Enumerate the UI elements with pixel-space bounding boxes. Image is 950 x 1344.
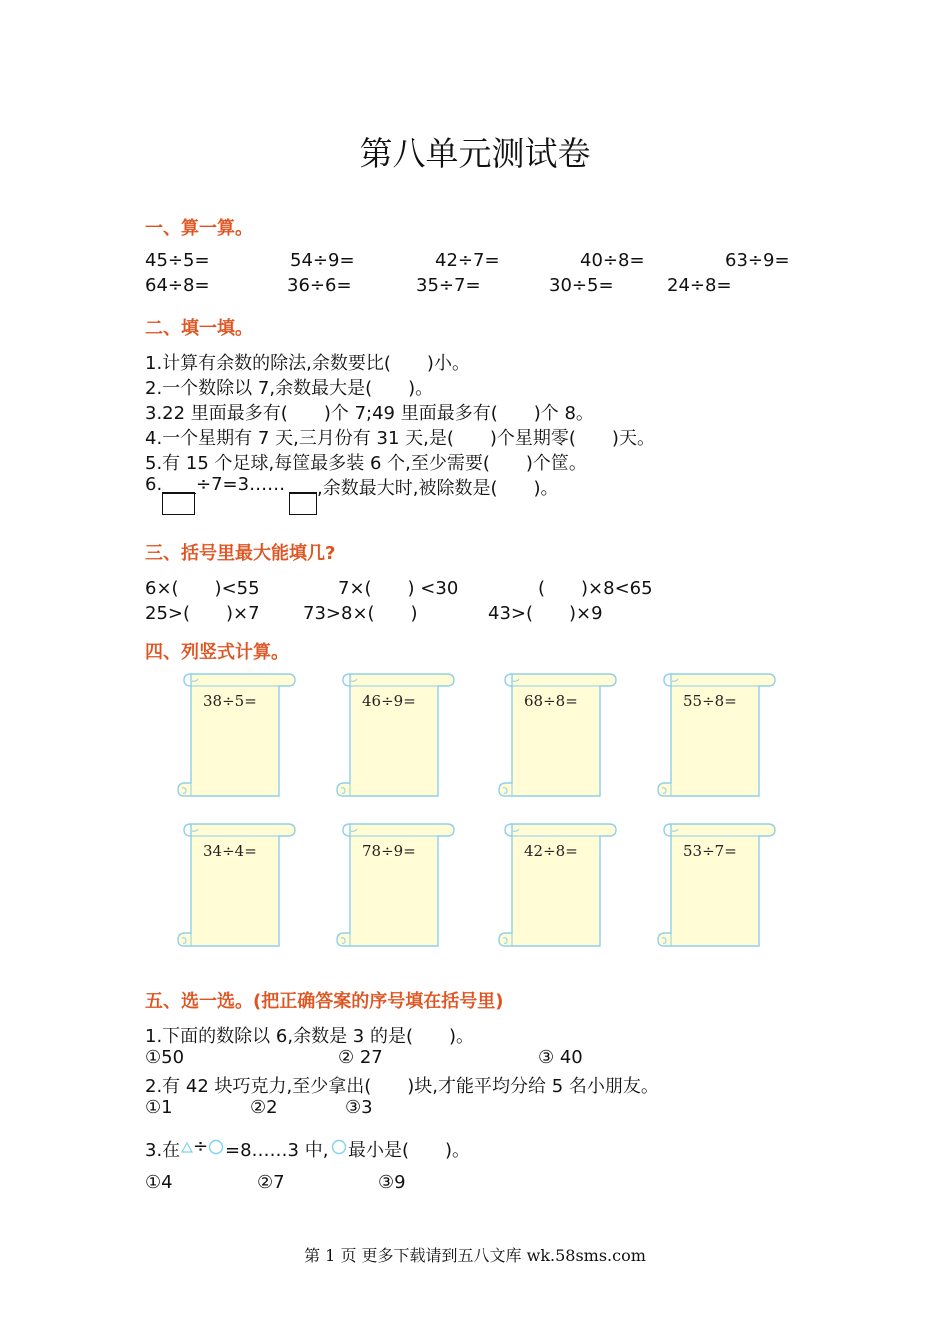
circle-icon: [208, 1139, 224, 1155]
fill-question-6-tail: ,余数最大时,被除数是( )。: [317, 478, 559, 499]
calc-item: 24÷8=: [667, 275, 732, 296]
inequality-item: 7×( ) <30: [338, 578, 459, 599]
inequality-item: 25>( )×7: [145, 603, 260, 624]
fill-question-5: 5.有 15 个足球,每筐最多装 6 个,至少需要( )个筐。: [145, 453, 587, 474]
calc-item: 30÷5=: [549, 275, 614, 296]
calc-item: 36÷6=: [287, 275, 352, 296]
circle-icon: [331, 1139, 347, 1155]
answer-box: [289, 492, 317, 515]
page-footer: 第 1 页 更多下载请到五八文库 wk.58sms.com: [304, 1246, 646, 1265]
triangle-icon: [181, 1141, 193, 1153]
division-problem: 46÷9=: [362, 692, 416, 710]
fill-question-4: 4.一个星期有 7 天,三月份有 31 天,是( )个星期零( )天。: [145, 428, 655, 449]
answer-box: [162, 492, 195, 515]
choice-option: ② 27: [338, 1047, 383, 1068]
choice-option: ①1: [145, 1097, 173, 1118]
division-problem: 68÷8=: [524, 692, 578, 710]
division-problem: 38÷5=: [203, 692, 257, 710]
inequality-item: ( )×8<65: [538, 578, 653, 599]
fill-question-6-expression: ÷7=3……: [196, 474, 286, 495]
division-problem: 78÷9=: [362, 842, 416, 860]
choice-question-3-lead: 3.在: [145, 1140, 181, 1161]
fill-question-1: 1.计算有余数的除法,余数要比( )小。: [145, 353, 470, 374]
calc-item: 64÷8=: [145, 275, 210, 296]
section-4-heading: 四、列竖式计算。: [145, 642, 289, 663]
scroll-card: [335, 670, 465, 810]
scroll-card: [497, 670, 627, 810]
choice-option: ①4: [145, 1172, 173, 1193]
scroll-card: [176, 820, 306, 960]
fill-question-2: 2.一个数除以 7,余数最大是( )。: [145, 378, 434, 399]
choice-question-3-divide: ÷: [193, 1136, 209, 1157]
section-2-heading: 二、填一填。: [145, 318, 253, 339]
choice-option: ③ 40: [538, 1047, 583, 1068]
scroll-card: [656, 820, 786, 960]
choice-option: ①50: [145, 1047, 185, 1068]
choice-option: ②7: [257, 1172, 285, 1193]
section-5-heading: 五、选一选。(把正确答案的序号填在括号里): [145, 991, 504, 1012]
scroll-card: [335, 820, 465, 960]
choice-option: ③9: [378, 1172, 406, 1193]
choice-question-2: 2.有 42 块巧克力,至少拿出( )块,才能平均分给 5 名小朋友。: [145, 1076, 659, 1097]
division-problem: 55÷8=: [683, 692, 737, 710]
calc-item: 45÷5=: [145, 250, 210, 271]
scroll-card: [176, 670, 306, 810]
fill-question-6-number: 6.: [145, 474, 163, 495]
scroll-card: [656, 670, 786, 810]
section-1-heading: 一、算一算。: [145, 218, 253, 239]
choice-question-3-tail: 最小是( )。: [348, 1140, 471, 1161]
division-problem: 34÷4=: [203, 842, 257, 860]
calc-item: 54÷9=: [290, 250, 355, 271]
choice-option: ③3: [345, 1097, 373, 1118]
choice-question-1: 1.下面的数除以 6,余数是 3 的是( )。: [145, 1026, 475, 1047]
division-problem: 53÷7=: [683, 842, 737, 860]
choice-question-3-mid: =8……3 中,: [225, 1140, 329, 1161]
division-problem: 42÷8=: [524, 842, 578, 860]
calc-item: 35÷7=: [416, 275, 481, 296]
inequality-item: 73>8×( ): [303, 603, 418, 624]
section-3-heading: 三、括号里最大能填几?: [145, 543, 336, 564]
choice-option: ②2: [250, 1097, 278, 1118]
calc-item: 42÷7=: [435, 250, 500, 271]
calc-item: 40÷8=: [580, 250, 645, 271]
calc-item: 63÷9=: [725, 250, 790, 271]
scroll-card: [497, 820, 627, 960]
fill-question-3: 3.22 里面最多有( )个 7;49 里面最多有( )个 8。: [145, 403, 594, 424]
page-title: 第八单元测试卷: [359, 134, 591, 173]
inequality-item: 6×( )<55: [145, 578, 260, 599]
inequality-item: 43>( )×9: [488, 603, 603, 624]
